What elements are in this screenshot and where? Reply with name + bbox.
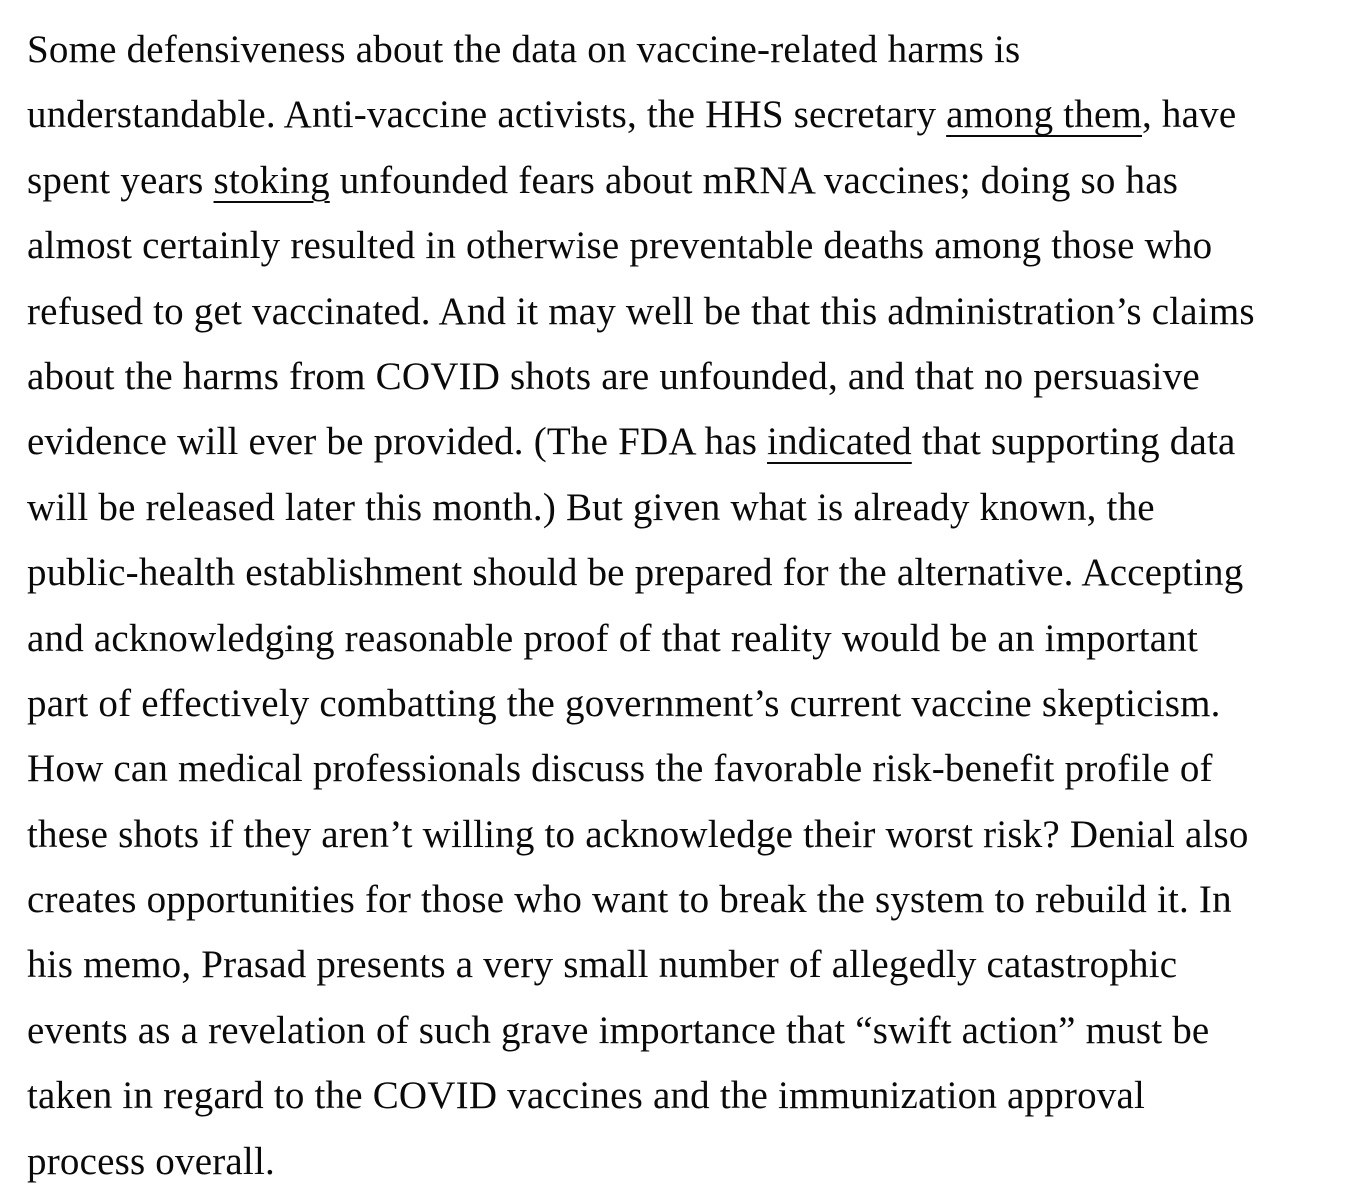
text-segment: about the harms from COVID shots are unfounded, and that no persuasive — [27, 354, 1200, 398]
text-line — [27, 606, 1348, 671]
text-line — [27, 409, 1348, 474]
text-segment: part of effectively combatting the government’s current vaccine skepticism. — [27, 681, 1221, 725]
inline-link-among-them[interactable]: among them — [946, 93, 1143, 137]
text-line — [27, 998, 1348, 1063]
text-segment: refused to get vaccinated. And it may well be that this administration’s claims — [27, 289, 1255, 333]
text-line — [27, 475, 1348, 540]
text-segment: evidence will ever be provided. (The FDA has — [27, 420, 768, 464]
text-segment: Some defensiveness about the data on vaccine-related harms is — [27, 28, 1021, 71]
text-line — [27, 1129, 1348, 1194]
text-segment: and acknowledging reasonable proof of that reality would be an important — [27, 616, 1199, 660]
text-line — [27, 671, 1348, 736]
text-line — [27, 736, 1348, 801]
text-segment: public-health establishment should be prepared for the alternative. Accepting — [27, 551, 1244, 595]
text-line — [27, 867, 1348, 932]
text-segment: unfounded fears about mRNA vaccines; doing so has — [329, 158, 1179, 202]
text-segment: these shots if they aren’t willing to acknowledge their worst risk? Denial also — [27, 812, 1249, 856]
text-segment: process overall. — [27, 1139, 275, 1183]
text-segment: , have — [1142, 93, 1237, 137]
text-segment: taken in regard to the COVID vaccines and the immunization approval — [27, 1074, 1146, 1118]
text-line — [27, 17, 1348, 82]
inline-link-stoking[interactable]: stoking — [213, 158, 330, 202]
text-segment: will be released later this month.) But given what is already known, the — [27, 485, 1155, 529]
text-line — [27, 82, 1348, 147]
text-line — [27, 932, 1348, 997]
text-line — [27, 344, 1348, 409]
text-line — [27, 213, 1348, 278]
text-line — [27, 279, 1348, 344]
text-segment: that supporting data — [911, 420, 1236, 464]
text-segment: understandable. Anti-vaccine activists, the HHS secretary — [27, 93, 947, 137]
text-line — [27, 802, 1348, 867]
text-segment: How can medical professionals discuss the favorable risk-benefit profile of — [27, 747, 1213, 791]
inline-link-indicated[interactable]: indicated — [767, 420, 912, 464]
text-segment: events as a revelation of such grave importance that “swift action” must be — [27, 1008, 1210, 1052]
text-segment: his memo, Prasad presents a very small number of allegedly catastrophic — [27, 943, 1178, 987]
text-line — [27, 1063, 1348, 1128]
text-segment: almost certainly resulted in otherwise preventable deaths among those who — [27, 224, 1213, 268]
text-line — [27, 540, 1348, 605]
text-segment: spent years — [27, 158, 214, 202]
text-line — [27, 148, 1348, 213]
text-segment: creates opportunities for those who want to break the system to rebuild it. In — [27, 878, 1232, 922]
article-paragraph — [27, 17, 1348, 1194]
